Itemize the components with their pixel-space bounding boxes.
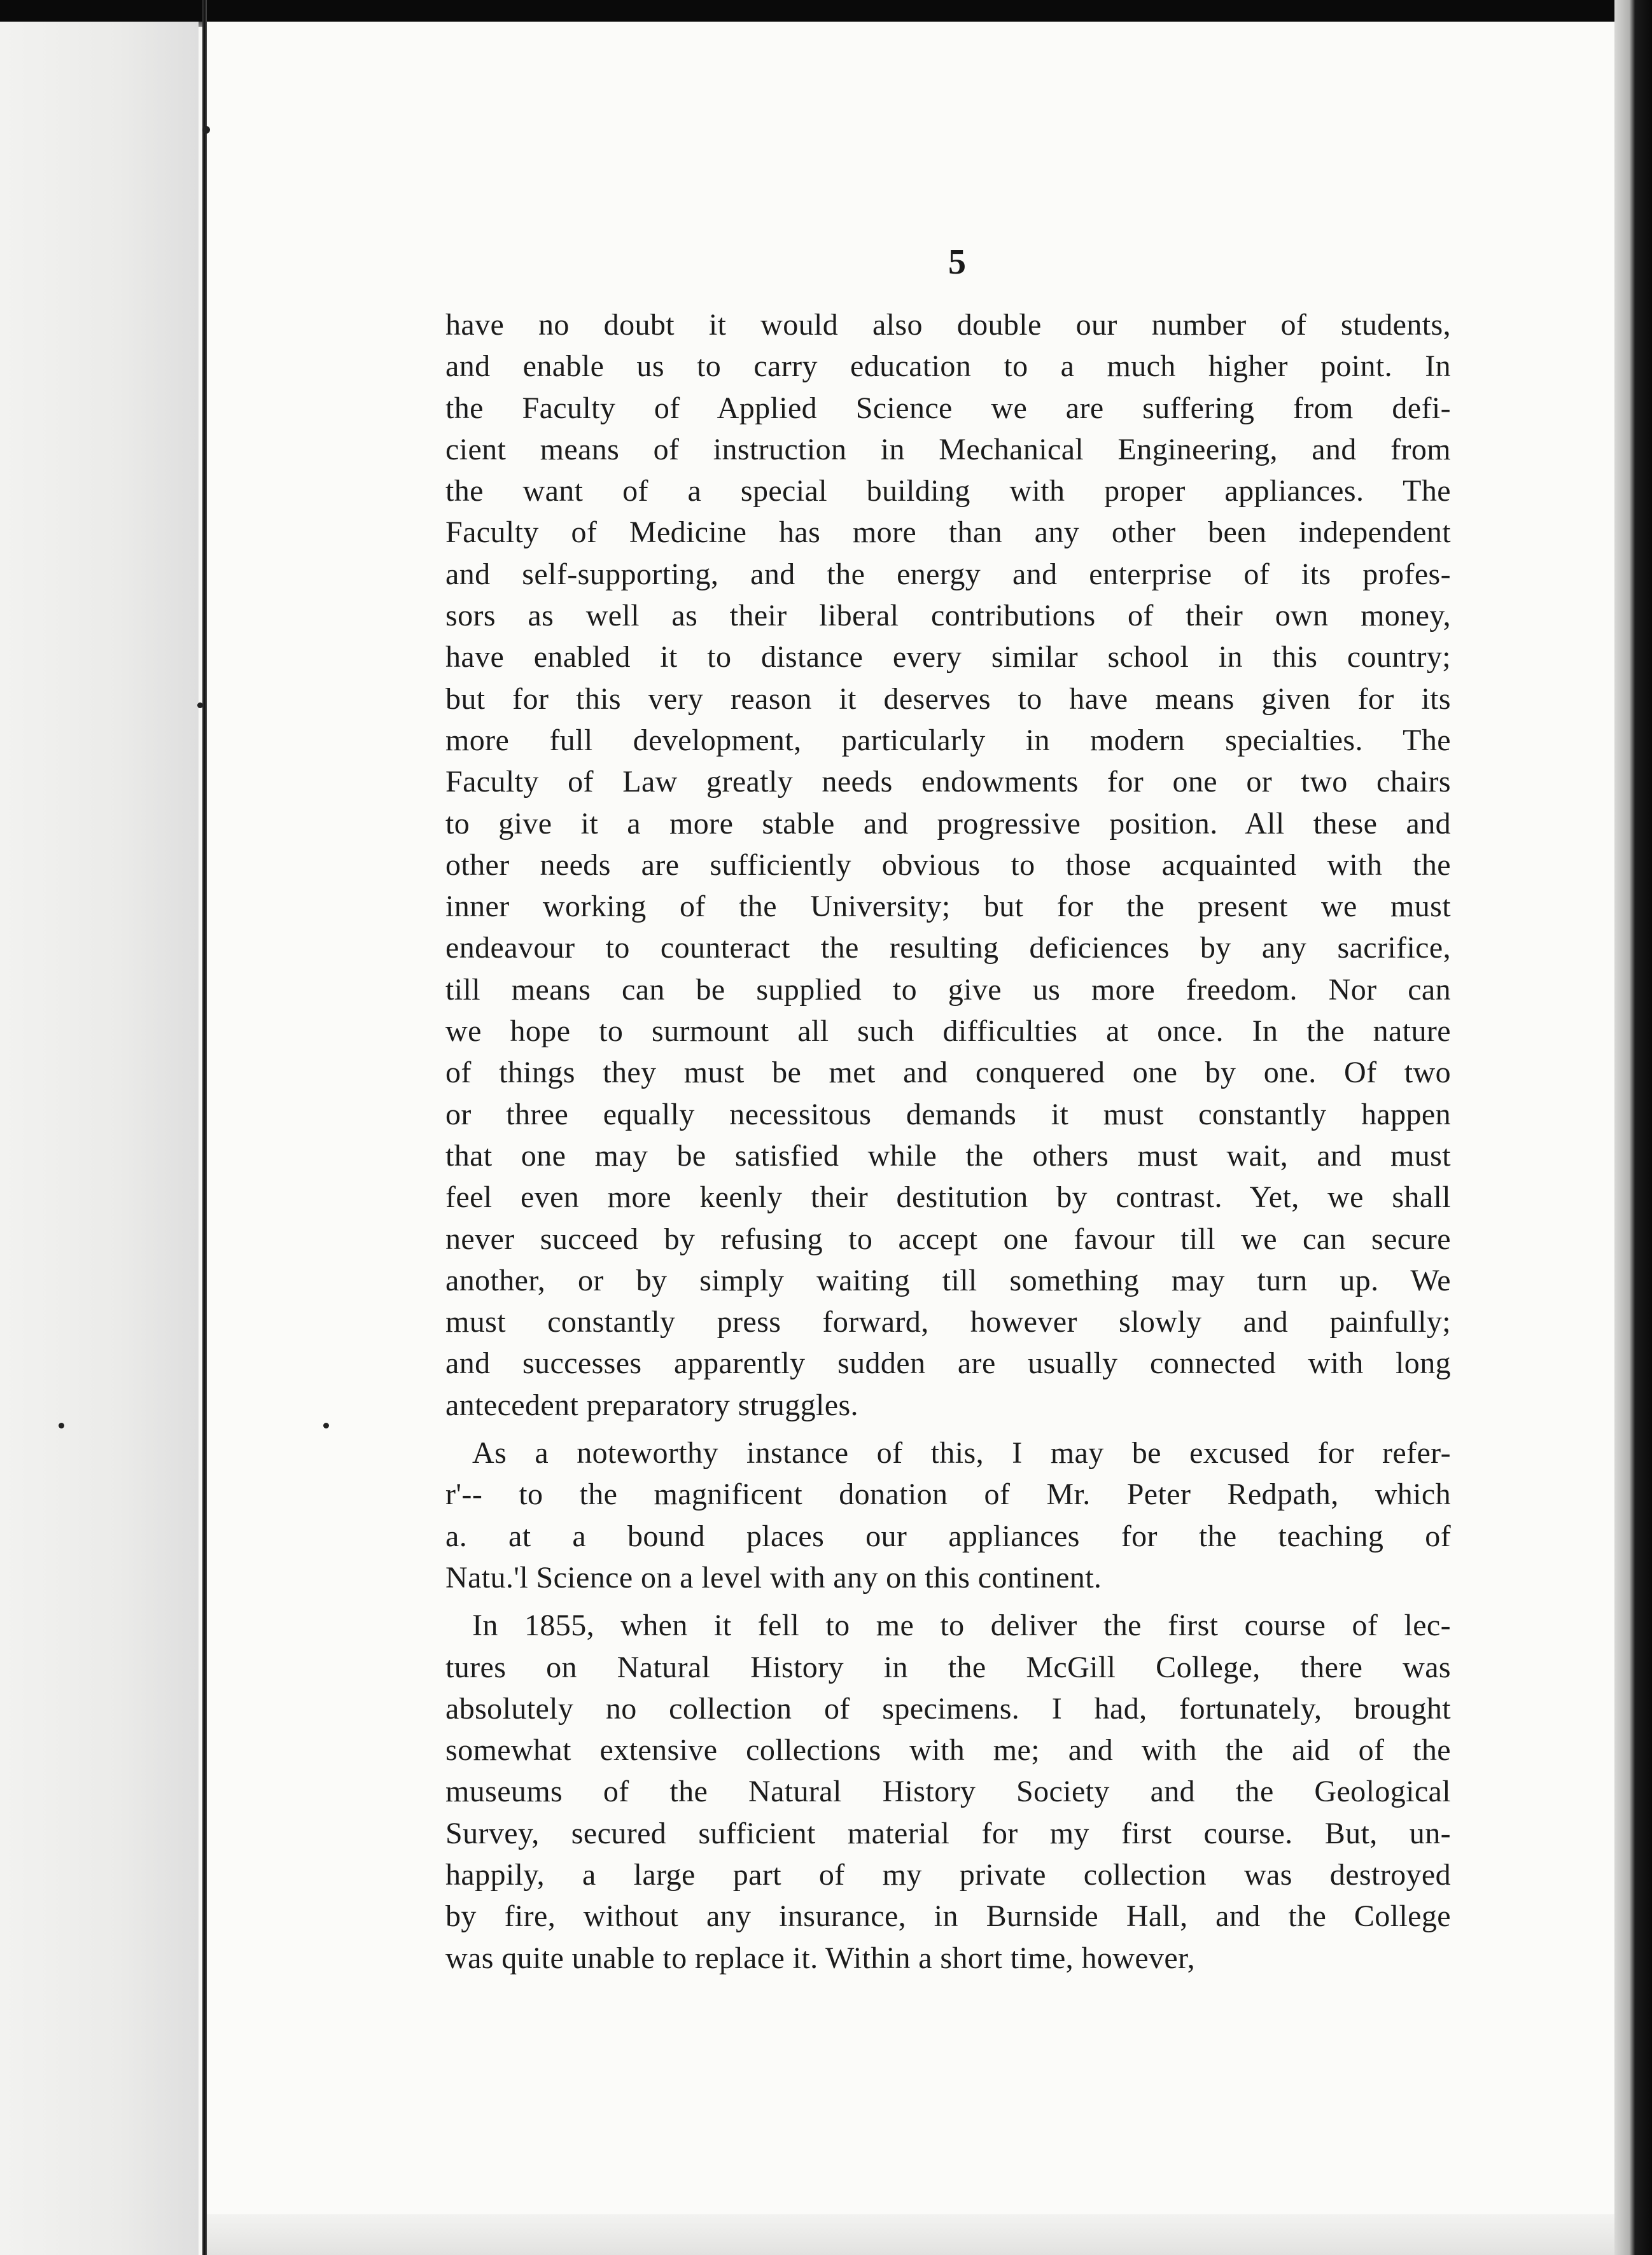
text-line: r'-- to the magnificent donation of Mr. Peter Redpath, which <box>445 1477 1451 1512</box>
text-line: we hope to surmount all such difficulties at once. In the nature <box>445 1014 1451 1049</box>
text-line: have no doubt it would also double our number of students, <box>445 308 1451 342</box>
binding-mark <box>197 702 203 708</box>
text-line: Faculty of Medicine has more than any other been independent <box>445 515 1451 550</box>
text-line: and self-supporting, and the energy and enterprise of its profes- <box>445 557 1451 591</box>
text-line: happily, a large part of my private collection was destroyed <box>445 1857 1451 1892</box>
text-line: As a noteworthy instance of this, I may be excused for refer- <box>472 1436 1451 1470</box>
page-number: 5 <box>948 242 966 282</box>
text-line: cient means of instruction in Mechanical Engineering, and from <box>445 432 1451 466</box>
text-line: In 1855, when it fell to me to deliver the first course of lec- <box>472 1609 1451 1643</box>
text-line: and successes apparently sudden are usually connected with long <box>445 1346 1451 1381</box>
text-line: antecedent preparatory struggles. <box>445 1388 858 1422</box>
text-line: have enabled it to distance every similar school in this country; <box>445 640 1451 674</box>
binding-mark <box>202 126 210 134</box>
stray-mark <box>323 1423 329 1428</box>
text-line: other needs are sufficiently obvious to those acquainted with the <box>445 848 1451 882</box>
text-line: Faculty of Law greatly needs endowments for one or two chairs <box>445 765 1451 799</box>
text-line: inner working of the University; but for the present we must <box>445 890 1451 924</box>
facing-page-blank <box>0 22 199 2255</box>
text-line: endeavour to counteract the resulting deficiences by any sacrifice, <box>445 931 1451 965</box>
binding-gutter <box>202 0 207 2255</box>
text-line: absolutely no collection of specimens. I had, fortunately, brought <box>445 1691 1451 1726</box>
text-line: feel even more keenly their destitution by contrast. Yet, we shall <box>445 1180 1451 1215</box>
text-line: the Faculty of Applied Science we are suffering from defi- <box>445 391 1451 425</box>
body-text <box>445 304 1451 1979</box>
text-line: that one may be satisfied while the others must wait, and must <box>445 1138 1451 1173</box>
text-line: or three equally necessitous demands it must constantly happen <box>445 1097 1451 1131</box>
text-line: somewhat extensive collections with me; and with the aid of the <box>445 1733 1451 1768</box>
text-line: to give it a more stable and progressive position. All these and <box>445 806 1451 841</box>
paragraph-gap <box>445 1426 1451 1432</box>
stray-mark <box>59 1423 64 1428</box>
text-line: more full development, particularly in modern specialties. The <box>445 723 1451 757</box>
text-line: by fire, without any insurance, in Burnside Hall, and the College <box>445 1899 1451 1934</box>
text-line: a. at a bound places our appliances for the teaching of <box>445 1519 1451 1553</box>
text-line: of things they must be met and conquered one by one. Of two <box>445 1056 1451 1090</box>
text-line: tures on Natural History in the McGill College, there was <box>445 1650 1451 1684</box>
paragraph-gap <box>445 1598 1451 1605</box>
text-line: but for this very reason it deserves to have means given for its <box>445 681 1451 716</box>
text-line: and enable us to carry education to a much higher point. In <box>445 349 1451 384</box>
scan-right-edge <box>1614 0 1652 2255</box>
scan-bottom-edge <box>207 2214 1614 2255</box>
text-line: never succeed by refusing to accept one favour till we can secure <box>445 1222 1451 1256</box>
text-line: another, or by simply waiting till something may turn up. We <box>445 1263 1451 1297</box>
text-line: Natu.'l Science on a level with any on this continent. <box>445 1560 1102 1595</box>
text-line: museums of the Natural History Society and the Geological <box>445 1775 1451 1809</box>
text-line: the want of a special building with proper appliances. The <box>445 474 1451 508</box>
text-line: Survey, secured sufficient material for my first course. But, un- <box>445 1816 1451 1850</box>
scan-top-edge <box>0 0 1652 22</box>
text-line: till means can be supplied to give us more freedom. Nor can <box>445 972 1451 1007</box>
text-line: sors as well as their liberal contributions of their own money, <box>445 599 1451 633</box>
text-line: must constantly press forward, however slowly and painfully; <box>445 1305 1451 1339</box>
text-line: was quite unable to replace it. Within a short time, however, <box>445 1941 1195 1975</box>
